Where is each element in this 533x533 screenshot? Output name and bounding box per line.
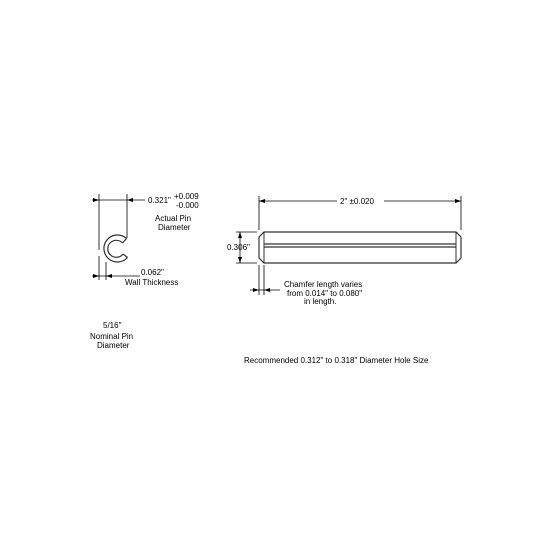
diameter-tolerance-plus: +0.009 xyxy=(174,192,199,201)
length-arrow-right xyxy=(455,199,461,203)
wall-label: Wall Thickness xyxy=(125,278,179,287)
diameter-tolerance-minus: -0.000 xyxy=(176,201,199,210)
diameter-arrow-right xyxy=(127,198,133,202)
pin-end-inner-ring xyxy=(108,240,123,257)
length-arrow-left xyxy=(259,199,265,203)
height-value: 0.306" xyxy=(227,243,250,252)
diameter-arrow-left xyxy=(93,198,99,202)
chamfer-label-line1: Chamfer length varies xyxy=(284,280,363,289)
nominal-size: 5/16" xyxy=(103,321,122,330)
height-arrow-top xyxy=(238,232,242,238)
chamfer-arrow-right xyxy=(264,288,270,292)
chamfer-label-line2: from 0.014" to 0.080" xyxy=(287,289,363,298)
diameter-label-line1: Actual Pin xyxy=(155,214,192,223)
wall-arrow-left xyxy=(93,274,99,278)
recommended-hole-size: Recommended 0.312" to 0.318" Diameter Hole Size xyxy=(244,356,429,365)
nominal-label-line1: Nominal Pin xyxy=(90,332,134,341)
wall-value: 0.062" xyxy=(141,268,164,277)
height-arrow-bottom xyxy=(238,257,242,263)
nominal-diameter-note xyxy=(90,321,133,350)
nominal-label-line2: Diameter xyxy=(97,341,130,350)
end-view xyxy=(92,192,199,287)
pin-end-gap-edge-top xyxy=(123,239,127,244)
wall-arrow-right xyxy=(106,274,112,278)
side-view xyxy=(227,196,461,306)
length-value: 2" ±0.020 xyxy=(340,197,374,206)
pin-end-gap-edge-bottom xyxy=(123,254,128,258)
diameter-value: 0.321" xyxy=(148,196,171,205)
chamfer-label-line3: in length. xyxy=(304,297,337,306)
chamfer-arrow-left xyxy=(253,288,259,292)
diameter-label-line2: Diameter xyxy=(158,223,191,232)
